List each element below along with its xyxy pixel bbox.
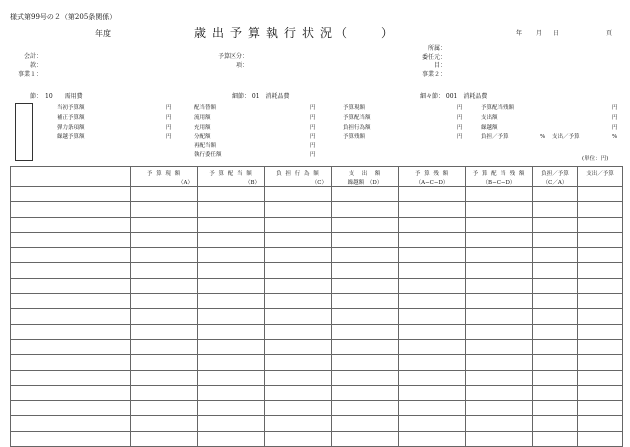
table-cell — [265, 248, 332, 263]
table-cell — [265, 263, 332, 278]
summary-item-1-1: 当初予算額 — [57, 105, 85, 111]
yen-4-3: 円 — [612, 125, 618, 131]
table-cell — [198, 324, 265, 339]
table-body — [11, 187, 623, 447]
table-cell — [533, 217, 578, 232]
table-cell — [533, 187, 578, 202]
yen-1-4: 円 — [166, 134, 172, 140]
table-cell — [399, 370, 466, 385]
table-cell — [578, 278, 623, 293]
table-cell — [533, 401, 578, 416]
header-shishutsu: 支 出 額 繰越額 （D） — [332, 167, 399, 187]
table-row — [11, 232, 623, 247]
table-cell — [533, 385, 578, 400]
table-cell — [265, 324, 332, 339]
table-cell — [399, 401, 466, 416]
table-cell — [11, 278, 131, 293]
table-cell — [578, 232, 623, 247]
table-cell — [332, 339, 399, 354]
yen-3-3: 円 — [457, 125, 463, 131]
table-cell — [265, 294, 332, 309]
table-cell — [332, 324, 399, 339]
yen-2-2: 円 — [310, 115, 316, 121]
table-row — [11, 416, 623, 431]
table-cell — [533, 248, 578, 263]
table-cell — [265, 187, 332, 202]
summary-item-1-2: 補正予算額 — [57, 115, 85, 121]
jigyo2-label: 事業２： — [421, 71, 446, 78]
table-cell — [466, 401, 533, 416]
kan-label: 款： — [29, 62, 42, 69]
page-number-label: 頁 — [606, 30, 613, 37]
table-cell — [131, 370, 198, 385]
table-cell — [332, 278, 399, 293]
date-day: 日 — [553, 30, 560, 37]
table-cell — [466, 309, 533, 324]
table-row — [11, 202, 623, 217]
table-cell — [332, 217, 399, 232]
table-row — [11, 385, 623, 400]
table-cell — [578, 401, 623, 416]
kaikei-label: 会計： — [23, 53, 42, 60]
table-cell — [332, 187, 399, 202]
table-cell — [399, 248, 466, 263]
table-cell — [11, 294, 131, 309]
table-cell — [198, 339, 265, 354]
table-cell — [399, 324, 466, 339]
summary-item-3-2: 予算配当額 — [343, 115, 371, 121]
table-cell — [131, 416, 198, 431]
header-yosan-gengaku: 予 算 現 額 （A） — [131, 167, 198, 187]
table-cell — [198, 187, 265, 202]
yen-2-6: 円 — [310, 152, 316, 158]
table-cell — [578, 309, 623, 324]
yen-1-3: 円 — [166, 125, 172, 131]
saisaisetsu-line: 細々節： 001 消耗品費 — [420, 93, 488, 100]
table-row — [11, 278, 623, 293]
table-cell — [265, 217, 332, 232]
table-cell — [198, 263, 265, 278]
table-row — [11, 324, 623, 339]
table-cell — [332, 248, 399, 263]
table-cell — [198, 401, 265, 416]
table-cell — [466, 278, 533, 293]
table-cell — [578, 355, 623, 370]
table-cell — [131, 217, 198, 232]
table-cell — [533, 324, 578, 339]
table-cell — [466, 263, 533, 278]
table-cell — [198, 355, 265, 370]
table-cell — [533, 278, 578, 293]
table-cell — [265, 339, 332, 354]
title-paren-close: ） — [381, 26, 400, 40]
table-cell — [466, 324, 533, 339]
table-cell — [11, 401, 131, 416]
header-yosan-haito: 予 算 配 当 額 （B） — [198, 167, 265, 187]
table-cell — [131, 324, 198, 339]
table-row — [11, 248, 623, 263]
yen-1-1: 円 — [166, 105, 172, 111]
table-cell — [131, 278, 198, 293]
table-cell — [11, 339, 131, 354]
table-cell — [11, 416, 131, 431]
table-cell — [131, 187, 198, 202]
table-cell — [533, 202, 578, 217]
table-cell — [332, 355, 399, 370]
table-cell — [198, 278, 265, 293]
table-cell — [332, 294, 399, 309]
table-cell — [265, 385, 332, 400]
table-cell — [332, 416, 399, 431]
table-cell — [198, 248, 265, 263]
header-haito-zan: 予 算 配 当 残 額 （B−C−D） — [466, 167, 533, 187]
table-cell — [332, 385, 399, 400]
table-cell — [578, 202, 623, 217]
table-cell — [11, 370, 131, 385]
summary-item-3-1: 予算現額 — [343, 105, 366, 111]
table-cell — [131, 263, 198, 278]
summary-item-2-6: 執行委任額 — [194, 152, 222, 158]
table-cell — [533, 339, 578, 354]
table-cell — [533, 309, 578, 324]
table-cell — [399, 355, 466, 370]
summary-item-1-3: 弾力条項額 — [57, 125, 85, 131]
table-cell — [399, 294, 466, 309]
yen-2-5: 円 — [310, 143, 316, 149]
percent-2: % — [612, 134, 618, 140]
marker-box — [15, 103, 33, 161]
yen-4-2: 円 — [612, 115, 618, 121]
table-cell — [399, 232, 466, 247]
table-cell — [578, 248, 623, 263]
table-cell — [466, 355, 533, 370]
table-cell — [131, 309, 198, 324]
summary-item-4-3: 繰越額 — [481, 125, 498, 131]
unit-label: (単位：円) — [582, 156, 609, 162]
table-cell — [11, 324, 131, 339]
table-cell — [265, 416, 332, 431]
table-cell — [533, 416, 578, 431]
table-cell — [332, 370, 399, 385]
kou-label: 項： — [235, 62, 248, 69]
table-cell — [265, 355, 332, 370]
table-cell — [578, 385, 623, 400]
table-cell — [265, 232, 332, 247]
table-cell — [198, 202, 265, 217]
summary-item-3-4: 予算残額 — [343, 134, 366, 140]
page-title: 歳出予算執行状況 — [194, 26, 339, 40]
table-row — [11, 217, 623, 232]
table-cell — [578, 339, 623, 354]
table-cell — [399, 416, 466, 431]
summary-item-2-3: 充用額 — [194, 125, 211, 131]
summary-item-3-3: 負担行為額 — [343, 125, 371, 131]
moku-label: 目： — [433, 62, 446, 69]
yen-1-2: 円 — [166, 115, 172, 121]
summary-item-2-5: 再配当額 — [194, 143, 217, 149]
table-cell — [466, 294, 533, 309]
jigyo1-label: 事業１： — [17, 71, 42, 78]
table-row — [11, 355, 623, 370]
header-ratio-expend: 支出／予算 — [578, 167, 623, 187]
table-cell — [332, 232, 399, 247]
table-header-row — [11, 167, 623, 187]
ininmoto-label: 委任元： — [421, 54, 446, 61]
percent-1: % — [540, 134, 546, 140]
table-cell — [578, 324, 623, 339]
date-year: 年 — [516, 30, 523, 37]
title-paren-open: （ — [335, 26, 354, 40]
yen-3-4: 円 — [457, 134, 463, 140]
table-cell — [578, 263, 623, 278]
table-cell — [131, 202, 198, 217]
form-id: 様式第99号の２（第205条関係） — [10, 13, 117, 21]
table-cell — [533, 355, 578, 370]
table-cell — [198, 294, 265, 309]
table-cell — [131, 248, 198, 263]
table-cell — [131, 355, 198, 370]
table-row — [11, 309, 623, 324]
table-cell — [533, 263, 578, 278]
table-cell — [332, 263, 399, 278]
yosan-kubun-label: 予算区分： — [217, 53, 248, 60]
execution-table — [10, 166, 623, 447]
table-row — [11, 370, 623, 385]
table-cell — [265, 202, 332, 217]
summary-item-1-4: 繰越予算額 — [57, 134, 85, 140]
summary-item-4-2: 支出額 — [481, 115, 498, 121]
table-cell — [198, 385, 265, 400]
yen-2-1: 円 — [310, 105, 316, 111]
table-cell — [399, 309, 466, 324]
table-cell — [578, 217, 623, 232]
table-cell — [533, 294, 578, 309]
date-month: 月 — [536, 30, 543, 37]
table-cell — [11, 217, 131, 232]
table-cell — [533, 232, 578, 247]
table-cell — [399, 217, 466, 232]
table-cell — [578, 416, 623, 431]
table-cell — [466, 232, 533, 247]
table-cell — [578, 187, 623, 202]
table-cell — [265, 370, 332, 385]
table-cell — [265, 309, 332, 324]
table-cell — [399, 385, 466, 400]
table-row — [11, 401, 623, 416]
table-cell — [466, 385, 533, 400]
table-cell — [131, 401, 198, 416]
table-cell — [131, 385, 198, 400]
summary-item-2-4: 分配額 — [194, 134, 211, 140]
table-cell — [399, 339, 466, 354]
table-cell — [466, 187, 533, 202]
table-cell — [198, 370, 265, 385]
table-cell — [265, 278, 332, 293]
yen-3-2: 円 — [457, 115, 463, 121]
yen-3-1: 円 — [457, 105, 463, 111]
yen-2-3: 円 — [310, 125, 316, 131]
table-cell — [466, 217, 533, 232]
table-cell — [131, 232, 198, 247]
summary-item-2-1: 配当替額 — [194, 105, 217, 111]
saisetsu-line: 細節： 01 消耗品費 — [232, 93, 290, 100]
table-cell — [466, 416, 533, 431]
table-cell — [332, 309, 399, 324]
table-cell — [332, 202, 399, 217]
header-ratio-burden: 負担／予算 （C／A） — [533, 167, 578, 187]
table-cell — [198, 217, 265, 232]
table-cell — [466, 202, 533, 217]
table-cell — [11, 248, 131, 263]
table-cell — [399, 263, 466, 278]
table-cell — [11, 202, 131, 217]
table-cell — [265, 401, 332, 416]
header-yosan-zan: 予 算 残 額 （A−C−D） — [399, 167, 466, 187]
table-cell — [332, 401, 399, 416]
table-cell — [399, 202, 466, 217]
table-cell — [11, 187, 131, 202]
summary-item-2-2: 流用額 — [194, 115, 211, 121]
setsu-line: 節： 10 需用費 — [30, 93, 83, 100]
ratio-burden-label: 負担／予算 — [481, 134, 509, 140]
ratio-expend-label: 支出／予算 — [552, 134, 580, 140]
table-row — [11, 294, 623, 309]
fiscal-year-label: 年度 — [95, 29, 111, 38]
table-cell — [399, 278, 466, 293]
table-cell — [11, 263, 131, 278]
header-futan-koi: 負 担 行 為 額 （C） — [265, 167, 332, 187]
table-row — [11, 187, 623, 202]
table-cell — [578, 294, 623, 309]
table-row — [11, 339, 623, 354]
yen-2-4: 円 — [310, 134, 316, 140]
table-row — [11, 263, 623, 278]
table-cell — [131, 294, 198, 309]
table-cell — [399, 187, 466, 202]
table-cell — [578, 370, 623, 385]
table-cell — [466, 248, 533, 263]
table-cell — [198, 309, 265, 324]
shozoku-label: 所属： — [427, 45, 446, 52]
summary-item-4-1: 予算配当残額 — [481, 105, 515, 111]
table-cell — [466, 339, 533, 354]
table-cell — [533, 370, 578, 385]
table-cell — [11, 232, 131, 247]
table-cell — [198, 232, 265, 247]
header-blank — [11, 167, 131, 187]
table-cell — [11, 309, 131, 324]
table-cell — [131, 339, 198, 354]
table-cell — [466, 370, 533, 385]
table-cell — [198, 416, 265, 431]
table-cell — [11, 355, 131, 370]
table-cell — [11, 385, 131, 400]
yen-4-1: 円 — [612, 105, 618, 111]
